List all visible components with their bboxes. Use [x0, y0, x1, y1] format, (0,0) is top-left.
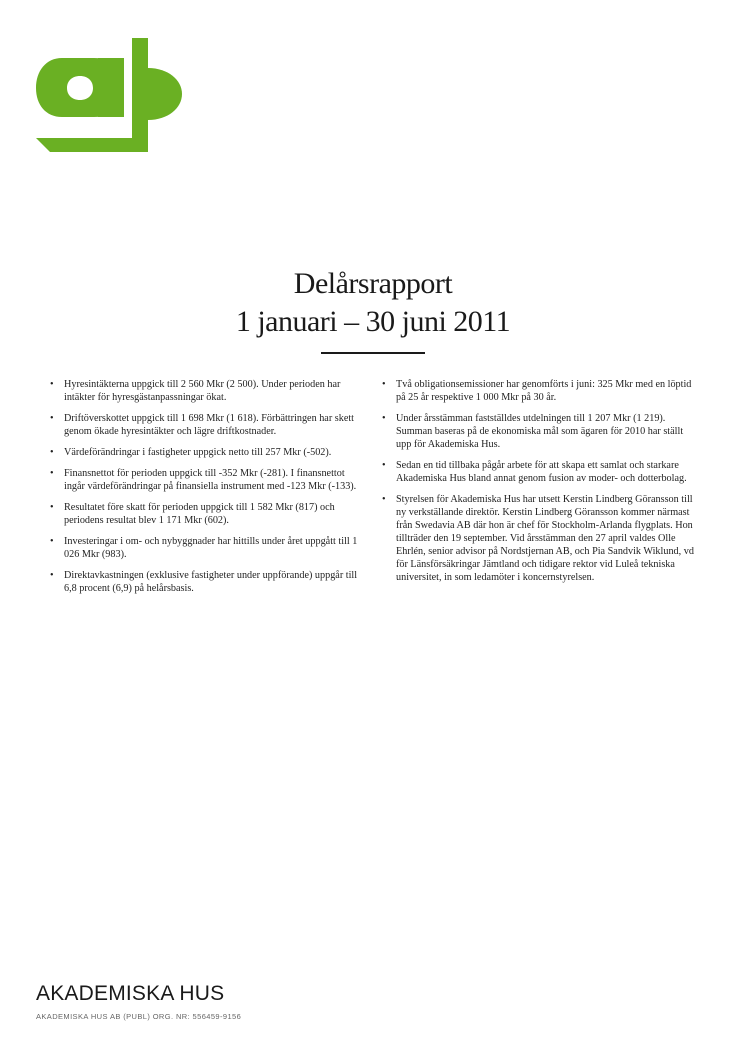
bullet-item: • Under årsstämman fastställdes utdelningen till 1 207 Mkr (1 219). Summan baseras på de ekonomiska mål som ägaren för 2010 har ställt upp för Akademiska Hus.	[380, 412, 696, 451]
footer-org-number: AKADEMISKA HUS AB (PUBL) ORG. NR: 556459-9156	[36, 1012, 242, 1021]
title-divider	[321, 352, 425, 354]
bullet-item: • Finansnettot för perioden uppgick till -352 Mkr (-281). I finansnettot ingår värdeförändringar på finansiella instrument med -123 Mkr (-133).	[48, 467, 364, 493]
bullet-item: • Sedan en tid tillbaka pågår arbete för att skapa ett samlat och starkare Akademiska Hus bland annat genom fusion av moder- och dotterbolag.	[380, 459, 696, 485]
bullet-item: • Styrelsen för Akademiska Hus har utsett Kerstin Lindberg Göransson till ny verkställande direktör. Kerstin Lindberg Göransson kommer närmast från Swedavia AB där hon är chef för Stockholm-Arlanda flygplats. Hon tillträder den 19 september. Vid årsstämman den 27 april valdes Olle Ehrlén, senior advisor på Nordstjernan AB, och Pia Sandvik Wiklund, vd för Länsförsäkringar Jämtland och tidigare rektor vid Luleå tekniska universitet, in som ledamöter i koncernstyrelsen.	[380, 493, 696, 584]
bullet-item: • Direktavkastningen (exklusive fastigheter under uppförande) uppgår till 6,8 procent (6,9) på helårsbasis.	[48, 569, 364, 595]
bullet-item: • Resultatet före skatt för perioden uppgick till 1 582 Mkr (817) och periodens resultat blev 1 171 Mkr (602).	[48, 501, 364, 527]
bullet-item: • Investeringar i om- och nybyggnader har hittills under året uppgått till 1 026 Mkr (983).	[48, 535, 364, 561]
bullet-item: • Värdeförändringar i fastigheter uppgick netto till 257 Mkr (-502).	[48, 446, 364, 459]
bullet-item: • Två obligationsemissioner har genomförts i juni: 325 Mkr med en löptid på 25 år respektive 1 000 Mkr på 30 år.	[380, 378, 696, 404]
bullet-item: • Driftöverskottet uppgick till 1 698 Mkr (1 618). Förbättringen har skett genom ökade hyresintäkter och lägre driftkostnader.	[48, 412, 364, 438]
akademiska-hus-logo-icon	[36, 38, 184, 152]
report-title-line-2: 1 januari – 30 juni 2011	[235, 305, 511, 338]
highlights-right-column	[380, 378, 696, 592]
report-title	[0, 265, 746, 341]
report-title-line-1: Delårsrapport	[293, 267, 453, 300]
bullet-item: • Hyresintäkterna uppgick till 2 560 Mkr (2 500). Under perioden har intäkter för hyresgästanpassningar ökat.	[48, 378, 364, 404]
footer-brand-name: AKADEMISKA HUS	[36, 982, 225, 1005]
highlights-left-column	[48, 378, 364, 603]
